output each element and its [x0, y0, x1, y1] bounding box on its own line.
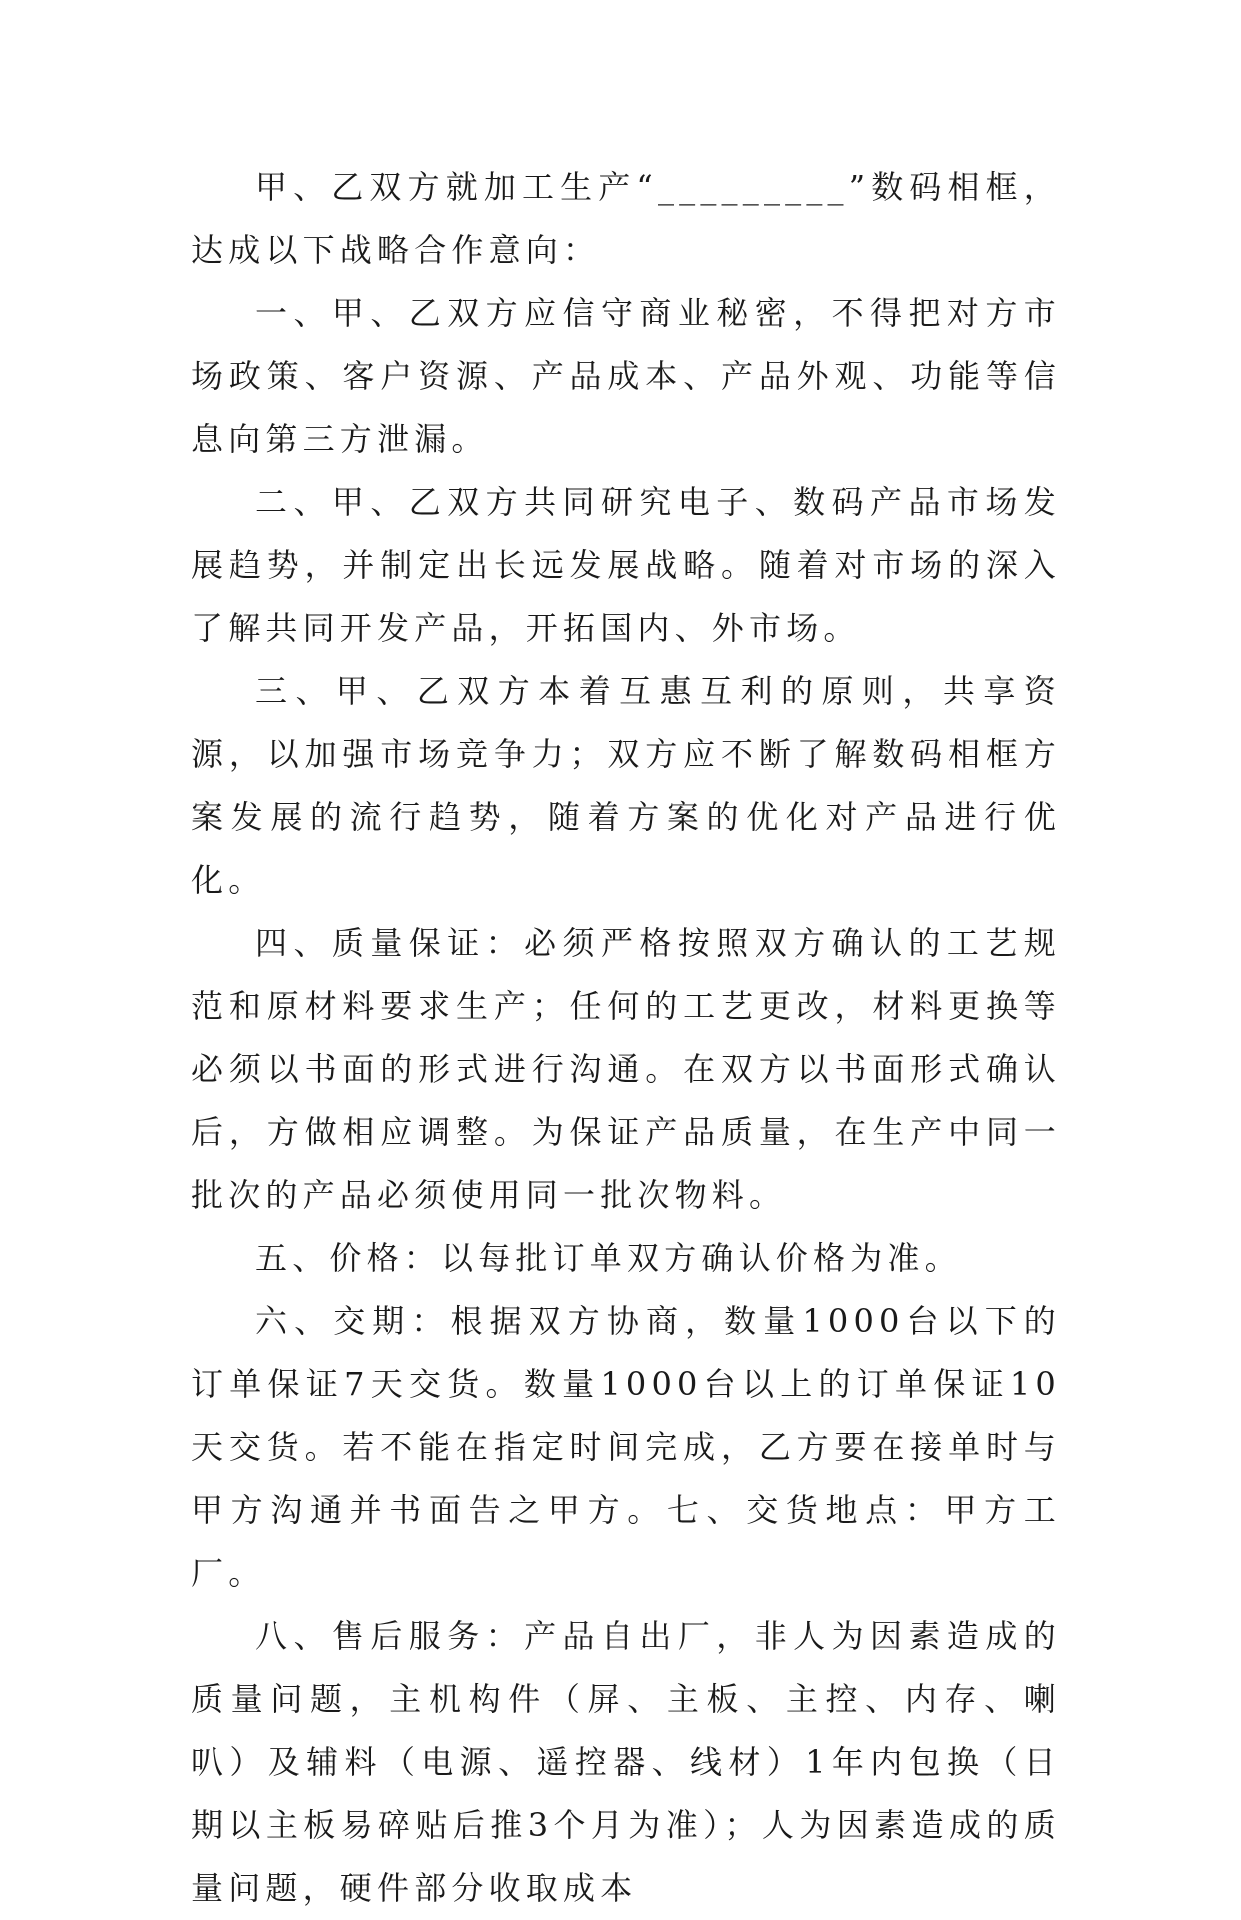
paragraph-intro: 甲、乙双方就加工生产“_________”数码相框，达成以下战略合作意向：	[191, 168, 1061, 269]
paragraph-clause-8-after-sales: 八、售后服务：产品自出厂，非人为因素造成的质量问题，主机构件（屏、主板、主控、内存、喇叭）及辅料（电源、遥控器、线材）1年内包换（日期以主板易碎贴后推3个月为准）；人为因素造成的质量问题，硬件部分收取成本	[191, 1617, 1061, 1907]
paragraph-clause-6-delivery: 六、交期：根据双方协商，数量1000台以下的订单保证7天交货。数量1000台以上的订单保证10天交货。若不能在指定时间完成，乙方要在接单时与甲方沟通并书面告之甲方。七、交货地点：甲方工厂。	[191, 1302, 1061, 1592]
paragraph-clause-5-price: 五、价格：以每批订单双方确认价格为准。	[255, 1239, 962, 1277]
paragraph-clause-3-mutual-benefit: 三、甲、乙双方本着互惠互利的原则，共享资源，以加强市场竞争力；双方应不断了解数码相框方案发展的流行趋势，随着方案的优化对产品进行优化。	[191, 672, 1061, 899]
paragraph-clause-4-quality: 四、质量保证：必须严格按照双方确认的工艺规范和原材料要求生产；任何的工艺更改，材料更换等必须以书面的形式进行沟通。在双方以书面形式确认后，方做相应调整。为保证产品质量，在生产中同一批次的产品必须使用同一批次物料。	[191, 924, 1061, 1214]
document-body	[191, 156, 1061, 1920]
paragraph-clause-1-confidentiality: 一、甲、乙双方应信守商业秘密，不得把对方市场政策、客户资源、产品成本、产品外观、功能等信息向第三方泄漏。	[191, 294, 1061, 458]
paragraph-clause-2-market-research: 二、甲、乙双方共同研究电子、数码产品市场发展趋势，并制定出长远发展战略。随着对市场的深入了解共同开发产品，开拓国内、外市场。	[191, 483, 1061, 647]
